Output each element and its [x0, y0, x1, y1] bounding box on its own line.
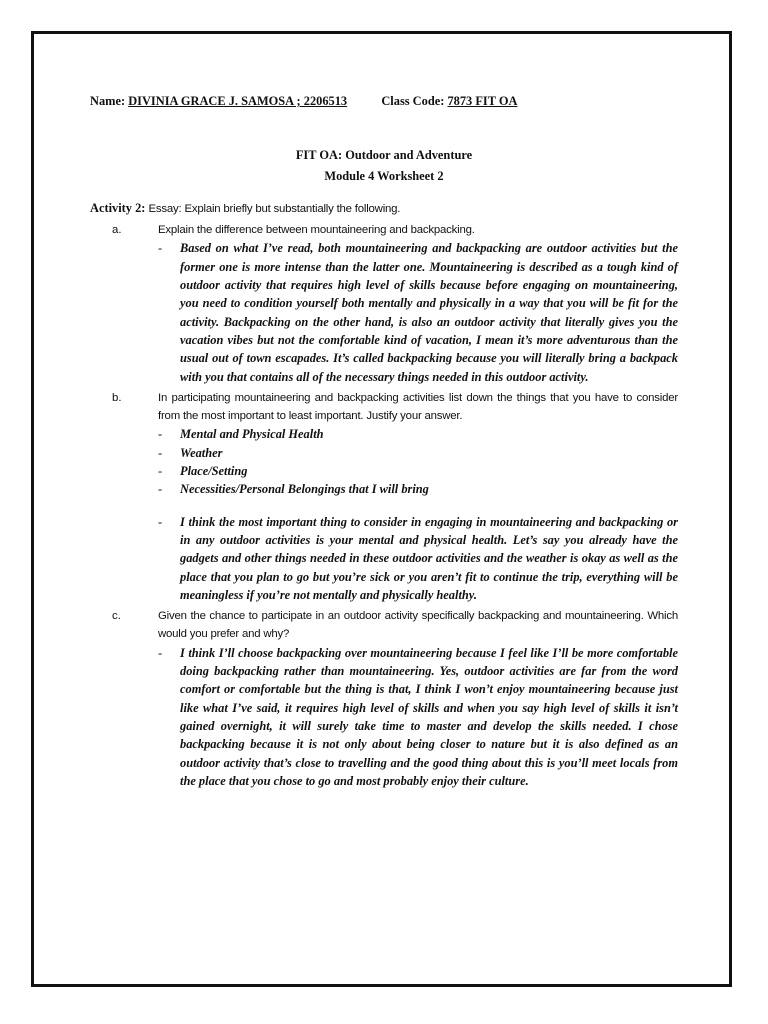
- activity-text: Essay: Explain briefly but substantially the following.: [148, 202, 401, 215]
- dash-bullet: -: [158, 445, 163, 460]
- dash-bullet: -: [158, 514, 163, 529]
- module-title: Module 4 Worksheet 2: [324, 168, 444, 183]
- answer-text: Based on what I’ve read, both mountaineering and backpacking are outdoor activities but the former one is more intense than the latter one. Mountaineering is described as a tough kind of outdoor activity that requires high level of skills because before engaging on mountaineering, you need to condition yourself both mentally and physically in a way that you will be fit for the activity. Backpacking on the other hand, is also an outdoor activity that literally gives you the vacation vibes but not the comfortable kind of vacation, I mean it’s more adventurous than the usual out of town escapades. It’s called backpacking because you will literally bring a backpack with you that contains all of the necessary things needed in this outdoor activity.: [180, 241, 678, 384]
- dash-bullet: -: [158, 427, 163, 442]
- answer-b: [90, 513, 678, 604]
- question-letter: c.: [112, 610, 121, 623]
- answer-c: [90, 644, 678, 790]
- question-a: [90, 221, 678, 239]
- list-item: [90, 425, 678, 443]
- class-code-label: Class Code:: [381, 94, 445, 108]
- question-text: Explain the difference between mountaineering and backpacking.: [158, 224, 475, 237]
- question-letter: b.: [112, 391, 122, 404]
- activity-instruction: [90, 199, 678, 218]
- dash-bullet: -: [158, 645, 163, 660]
- question-b: [90, 389, 678, 426]
- dash-bullet: -: [158, 241, 163, 256]
- activity-label: Activity 2:: [90, 200, 146, 215]
- answer-text: I think I’ll choose backpacking over mountaineering because I feel like I’ll be more comfortable doing backpacking rather than mountaineering. Yes, outdoor activities are far from the word comfort or comfortable but the thing is that, I think I won’t enjoy mountaineering because just like what I’ve said, it requires high level of skills and when you say high level of skills it isn’t gained overnight, it will surely take time to master and develop the skills needed. I chose backpacking because it is not only about being closer to nature but it is also defined as an outdoor activity that’s close to travelling and the good thing about this is you’ll meet locals from the place that you chose to go and most probably enjoy their culture.: [180, 645, 678, 788]
- list-item-text: Necessities/Personal Belongings that I will bring: [180, 482, 429, 497]
- answer-a: [90, 239, 678, 385]
- question-letter: a.: [112, 224, 122, 237]
- name-value: DIVINIA GRACE J. SAMOSA ; 2206513: [128, 94, 348, 108]
- class-code-value: 7873 FIT OA: [447, 94, 518, 108]
- question-c: [90, 607, 678, 644]
- dash-bullet: -: [158, 464, 163, 479]
- worksheet-page: [90, 92, 678, 790]
- list-item-text: Place/Setting: [180, 464, 248, 479]
- question-text: In participating mountaineering and backpacking activities list down the things that you have to consider from the most important to least important. Justify your answer.: [158, 391, 678, 423]
- header-line: [90, 92, 678, 110]
- answer-text: I think the most important thing to consider in engaging in mountaineering and backpacking or in any outdoor activities is your mental and physical health. Let’s say you already have the gadgets and other things needed in these outdoor activities and the weather is okay as well as the place that you plan to go but you’re sick or you aren’t fit to continue the trip, everything will be meaningless if you’re not mentally and physically healthy.: [180, 514, 678, 602]
- dash-bullet: -: [158, 482, 163, 497]
- name-label: Name:: [90, 94, 126, 108]
- list-item: [90, 462, 678, 480]
- list-item: [90, 444, 678, 462]
- question-text: Given the chance to participate in an outdoor activity specifically backpacking and mountaineering. Which would you prefer and why?: [158, 610, 678, 641]
- list-item-text: Mental and Physical Health: [180, 427, 324, 442]
- list-item: [90, 480, 678, 498]
- course-title: FIT OA: Outdoor and Adventure: [295, 148, 473, 163]
- list-item-text: Weather: [180, 445, 223, 460]
